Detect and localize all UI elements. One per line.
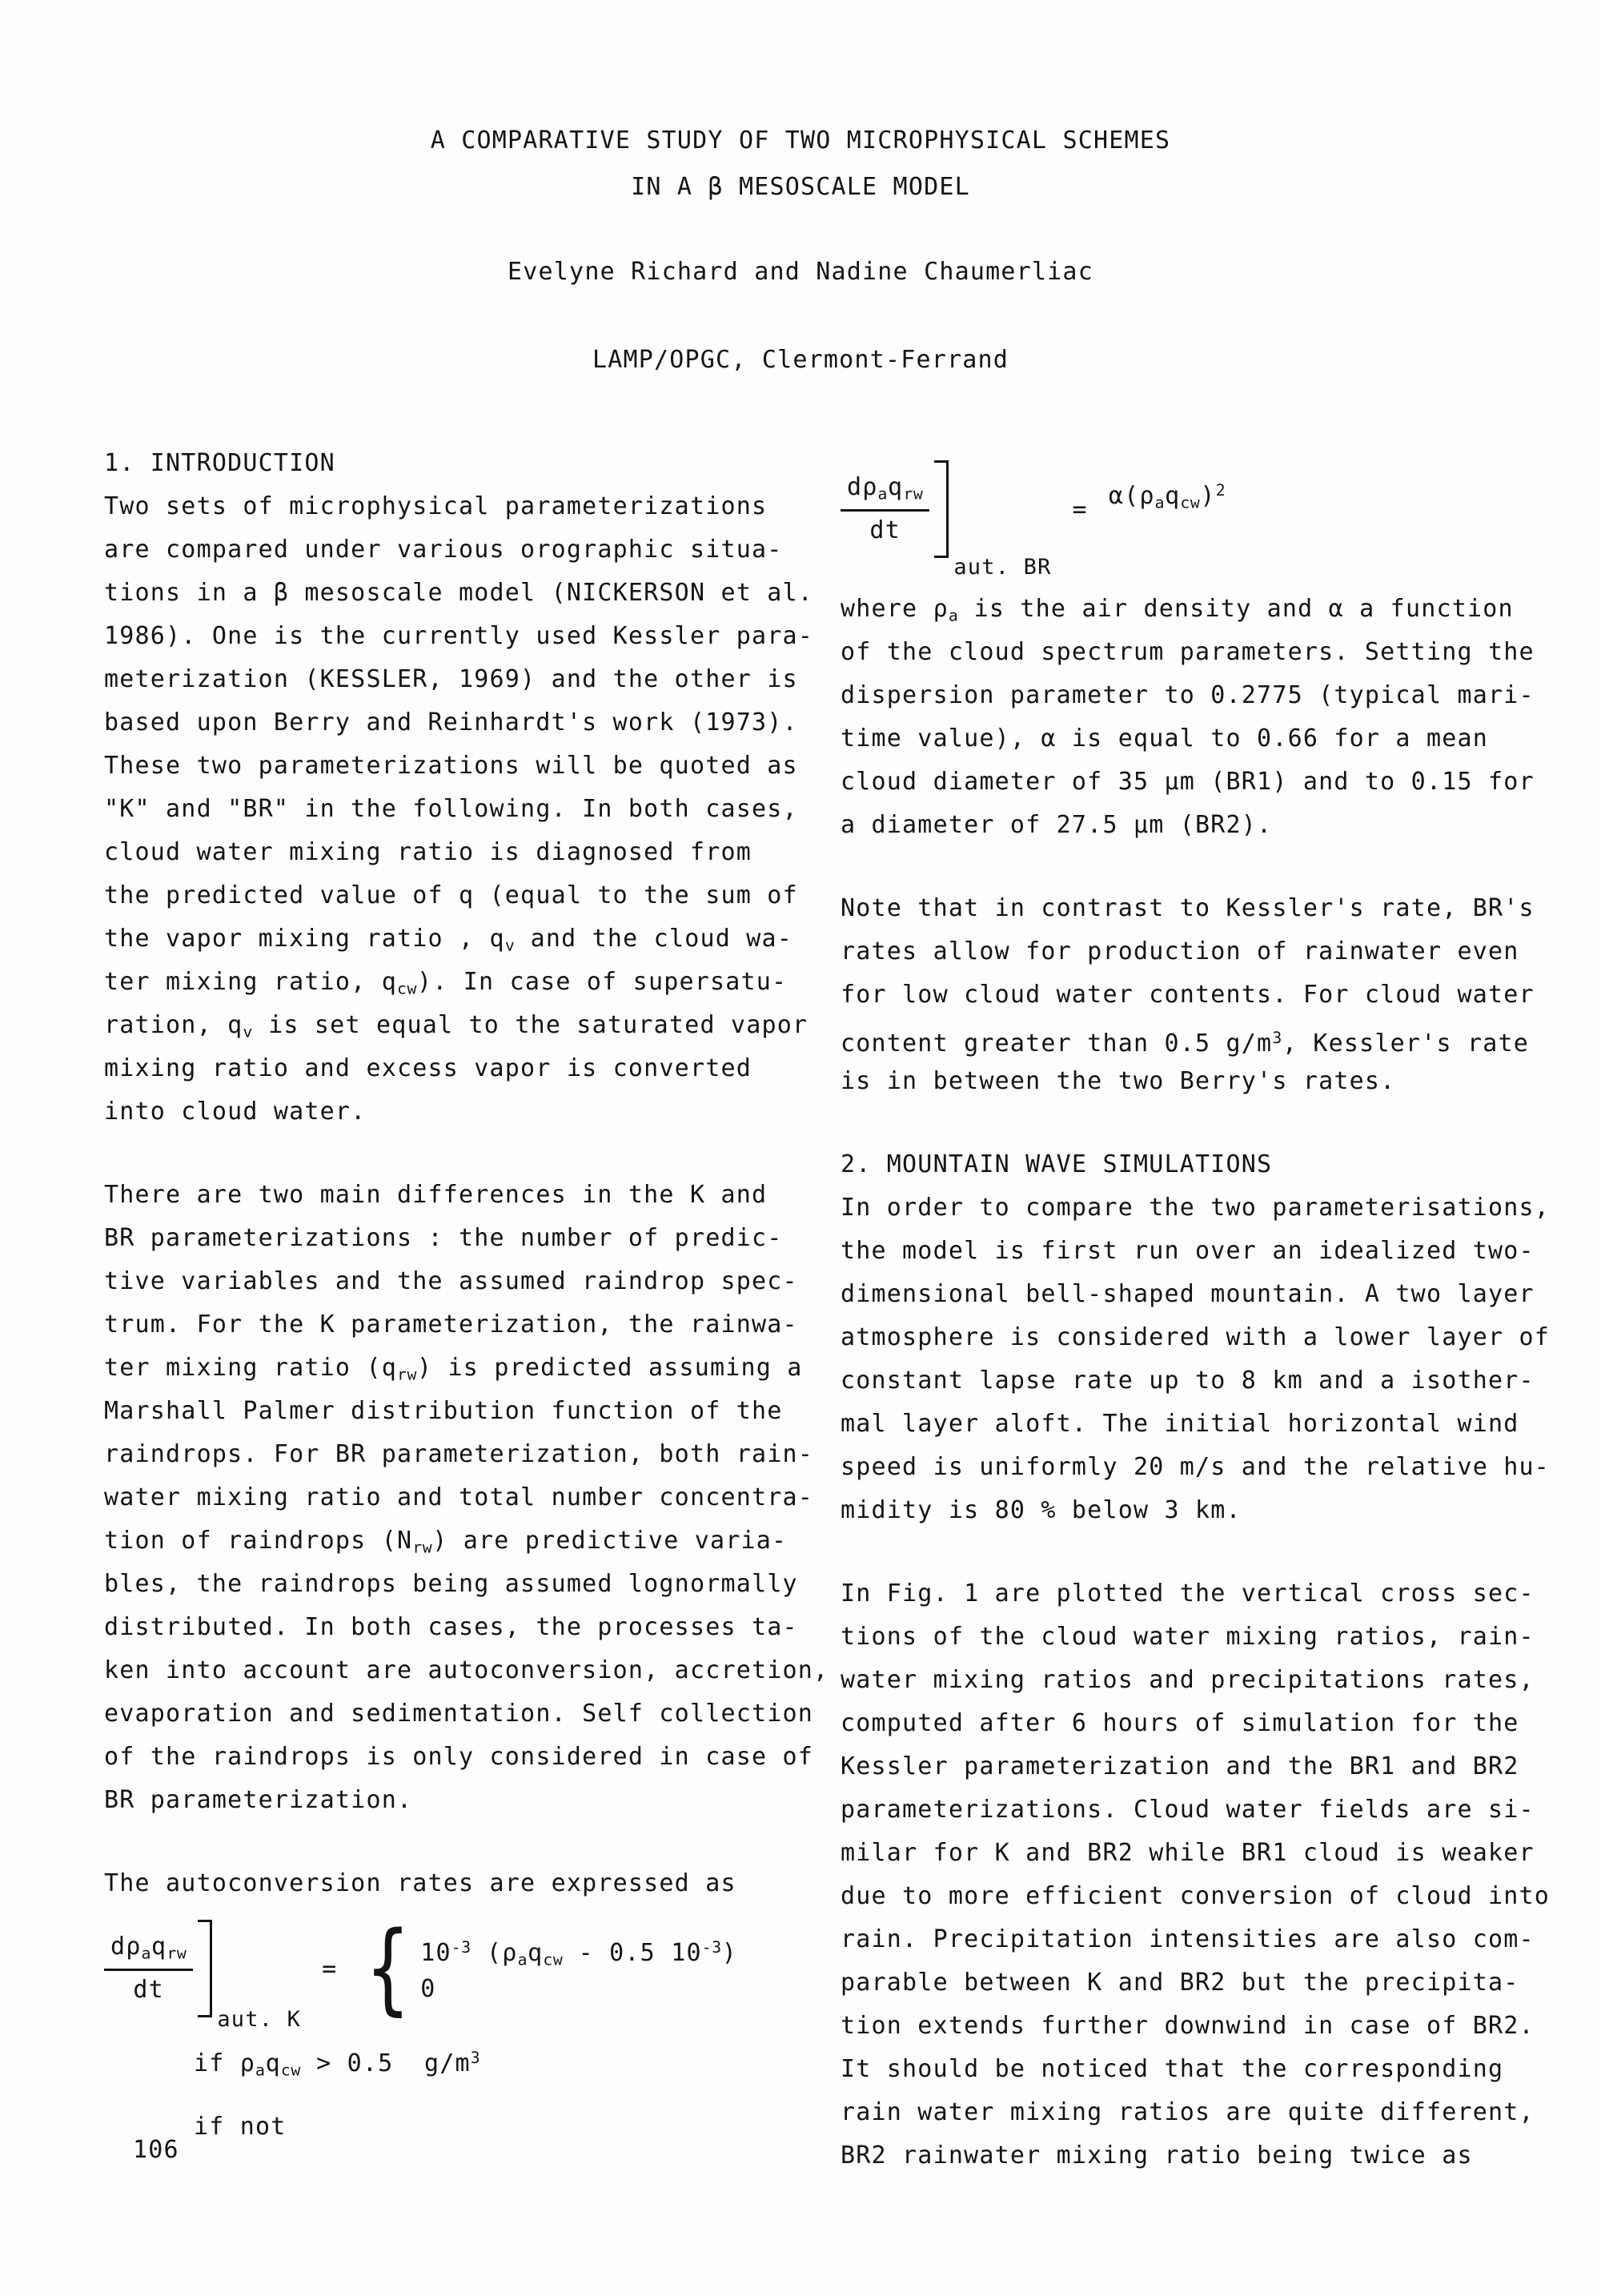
text-line: parable between K and BR2 but the precipita- — [841, 1969, 1519, 1997]
text-line: distributed. In both cases, the processes ta- — [104, 1613, 798, 1641]
equals-sign: = — [1072, 495, 1088, 524]
text-line: of the raindrops is only considered in case of — [104, 1743, 814, 1771]
equation-br-autoconversion — [841, 442, 1569, 580]
text-line: tion of raindrops $(N_{rw})$ are predictive varia- — [104, 1527, 788, 1557]
text-line: cloud diameter of 35 μm (BR1) and to 0.15 for — [841, 768, 1535, 796]
fig1-paragraph — [841, 1572, 1569, 2178]
text-line: rain water mixing ratios are quite different, — [841, 2098, 1535, 2126]
intro-paragraph — [104, 442, 833, 1134]
text-line: cloud water mixing ratio is diagnosed from — [104, 838, 752, 866]
text-line: BR parameterization. — [104, 1786, 413, 1814]
text-line: These two parameterizations will be quoted as — [104, 752, 798, 780]
condition-gap — [104, 2080, 833, 2105]
paragraph-gap — [841, 1103, 1569, 1143]
text-line: water mixing ratio and total number concentra- — [104, 1483, 814, 1511]
text-line: Kessler parameterization and the BR1 and BR2 — [841, 1752, 1519, 1780]
text-line: tive variables and the assumed raindrop spec- — [104, 1267, 798, 1295]
affiliation-line: LAMP/OPGC, Clermont-Ferrand — [592, 346, 1009, 374]
text-line: ter mixing ratio, $q_{cw}$). In case of supersatu- — [104, 968, 788, 998]
differences-paragraph — [104, 1174, 833, 1822]
left-column — [104, 442, 833, 2178]
text-line: the vapor mixing ratio , $q_v$ and the cloud wa- — [104, 925, 793, 955]
text-line: are compared under various orographic situa- — [104, 536, 783, 564]
text-line: Note that in contrast to Kessler's rate, BR's — [841, 894, 1535, 922]
text-line: ration, $q_v$ is set equal to the saturated vapor — [104, 1011, 809, 1042]
text-line: tion extends further downwind in case of BR2. — [841, 2012, 1535, 2040]
note-paragraph — [841, 887, 1569, 1103]
text-line: content greater than 0.5 $g/m^3$, Kessler's rate — [841, 1029, 1530, 1058]
text-line: water mixing ratios and precipitations rates, — [841, 1666, 1535, 1694]
text-line: mal layer aloft. The initial horizontal wind — [841, 1410, 1519, 1438]
text-line: constant lapse rate up to 8 km and a isother- — [841, 1367, 1535, 1395]
case-top-line: $10^{-3}$ ($\rho_aq_{cw} - 0.5$ $10^{-3}$) — [420, 1938, 738, 1969]
text-line: Marshall Palmer distribution function of the — [104, 1397, 783, 1425]
text-line: a diameter of 27.5 μm (BR2). — [841, 811, 1273, 839]
left-brace-icon: { — [366, 1911, 411, 2026]
text-line: ken into account are autoconversion, accretion, — [104, 1656, 829, 1684]
autoconversion-intro-line: The autoconversion rates are expressed as — [104, 1869, 736, 1897]
text-line: 1. INTRODUCTION — [104, 449, 335, 477]
text-line: atmosphere is considered with a lower layer of — [841, 1323, 1551, 1351]
text-line: for low cloud water contents. For cloud water — [841, 981, 1535, 1009]
title-line-1: A COMPARATIVE STUDY OF TWO MICROPHYSICAL SCHEMES — [430, 126, 1171, 155]
paragraph-gap — [104, 1134, 833, 1174]
bracket-subscript: aut. K — [217, 2007, 302, 2032]
text-line: the predicted value of q (equal to the sum of — [104, 881, 798, 909]
text-line: rates allow for production of rainwater even — [841, 937, 1519, 965]
text-line: mixing ratio and excess vapor is converted — [104, 1054, 752, 1082]
text-line: BR2 rainwater mixing ratio being twice as — [841, 2141, 1473, 2170]
paragraph-gap — [841, 1532, 1569, 1572]
text-line: speed is uniformly 20 m/s and the relative hu- — [841, 1453, 1551, 1481]
right-bracket-icon — [934, 460, 949, 558]
two-column-body — [104, 442, 1569, 2178]
text-line: milar for K and BR2 while BR1 cloud is weaker — [841, 1839, 1535, 1867]
fraction — [841, 473, 929, 544]
title-line-2: IN A β MESOSCALE MODEL — [631, 173, 970, 201]
text-line: parameterizations. Cloud water fields are si- — [841, 1796, 1535, 1824]
text-line: evaporation and sedimentation. Self collection — [104, 1700, 814, 1728]
text-line: rain. Precipitation intensities are also com- — [841, 1925, 1535, 1953]
authors-line: Evelyne Richard and Nadine Chaumerliac — [508, 258, 1093, 286]
text-line: into cloud water. — [104, 1098, 367, 1126]
fraction-numerator: $d\rho_aq_{rw}$ — [104, 1933, 193, 1970]
case-bottom-line: 0 — [420, 1975, 436, 2003]
right-bracket-icon — [198, 1920, 212, 2017]
text-line: tions in a β mesoscale model (NICKERSON et al. — [104, 579, 814, 607]
text-line: BR parameterizations : the number of predic- — [104, 1224, 783, 1252]
text-line: time value), α is equal to 0.66 for a mean — [841, 725, 1488, 753]
text-line: 1986). One is the currently used Kessler para- — [104, 622, 814, 650]
text-line: of the cloud spectrum parameters. Setting the — [841, 638, 1535, 666]
text-line: There are two main differences in the K and — [104, 1181, 768, 1209]
text-line: the model is first run over an idealized two- — [841, 1237, 1535, 1265]
text-line: "K" and "BR" in the following. In both cases, — [104, 795, 798, 823]
text-line: meterization (KESSLER, 1969) and the other is — [104, 665, 798, 693]
equation-cases — [420, 1927, 737, 2010]
text-line: where $\rho_a$ is the air density and α a function — [841, 595, 1514, 625]
text-line: 2. MOUNTAIN WAVE SIMULATIONS — [841, 1150, 1273, 1178]
text-line: bles, the raindrops being assumed lognormally — [104, 1570, 798, 1598]
where-paragraph — [841, 588, 1569, 847]
text-line: based upon Berry and Reinhardt's work (1973). — [104, 708, 798, 737]
equation-rhs: $\alpha(\rho_aq_{cw})^2$ — [1108, 480, 1226, 512]
mountain-wave-section — [841, 1143, 1569, 1532]
text-line: tions of the cloud water mixing ratios, rain- — [841, 1623, 1535, 1651]
equation-kessler-autoconversion — [104, 1909, 833, 2032]
bracket-subscript: aut. BR — [953, 555, 1052, 580]
condition-line-1: if $\rho_aq_{cw} > 0.5$ $g/m^3$ — [194, 2049, 481, 2080]
text-line: dimensional bell-shaped mountain. A two layer — [841, 1280, 1535, 1308]
text-line: In Fig. 1 are plotted the vertical cross sec- — [841, 1580, 1535, 1608]
fraction-denominator: dt — [869, 516, 901, 544]
text-line: raindrops. For BR parameterization, both rain- — [104, 1440, 814, 1468]
fraction — [104, 1933, 193, 2004]
text-line: ter mixing ratio $(q_{rw})$ is predicted assuming a — [104, 1354, 803, 1384]
text-line: midity is 80 % below 3 km. — [841, 1496, 1242, 1524]
text-line: It should be noticed that the corresponding — [841, 2055, 1504, 2083]
text-line: due to more efficient conversion of cloud into — [841, 1882, 1551, 1910]
paragraph-gap — [841, 847, 1569, 887]
text-line: is in between the two Berry's rates. — [841, 1067, 1396, 1095]
text-line: Two sets of microphysical parameterizations — [104, 492, 768, 520]
paragraph-gap — [104, 1822, 833, 1862]
right-column — [841, 442, 1569, 2178]
fraction-denominator: dt — [133, 1975, 164, 2004]
condition-line-2: if not — [194, 2113, 287, 2141]
page-number: 106 — [133, 2136, 179, 2164]
text-line: dispersion parameter to 0.2775 (typical mari- — [841, 681, 1535, 709]
equals-sign: = — [322, 1954, 338, 1983]
text-line: trum. For the K parameterization, the rainwa- — [104, 1311, 798, 1339]
text-line: In order to compare the two parameterisations, — [841, 1194, 1551, 1222]
text-line: computed after 6 hours of simulation for the — [841, 1709, 1519, 1737]
fraction-numerator: $d\rho_aq_{rw}$ — [841, 473, 929, 511]
